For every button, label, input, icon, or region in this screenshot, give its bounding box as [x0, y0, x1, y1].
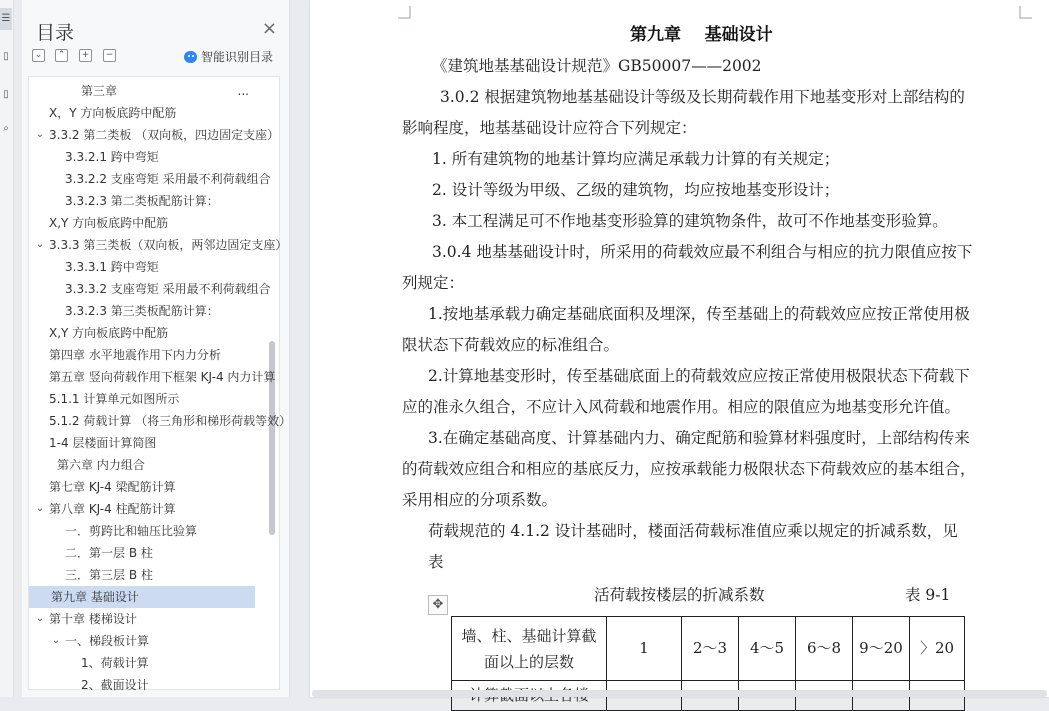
toc-item[interactable]: 3.3.2.2 支座弯矩 采用最不利荷载组合 [65, 172, 271, 186]
table-header-cell: 墙、柱、基础计算截 面以上的层数 [452, 617, 607, 681]
toc-item[interactable]: X,Y 方向板底跨中配筋 [49, 326, 169, 340]
table-cell: 1 [607, 617, 682, 681]
document-area [292, 0, 1049, 697]
horizontal-scrollbar[interactable] [312, 690, 1047, 697]
toc-item[interactable]: 2、截面设计 [81, 678, 149, 692]
toc-item[interactable]: 第三章 ... [81, 84, 249, 98]
bookmark-panel-icon[interactable]: ▯ [3, 89, 9, 100]
remove-heading-button[interactable]: − [103, 49, 116, 62]
document-text-line: 影响程度，地基基础设计应符合下列规定： [402, 119, 697, 137]
document-text-line: 的荷载效应组合和相应的基底反力，应按承载能力极限状态下荷载效应的基本组合， [402, 460, 976, 478]
document-text-line: 列规定： [402, 274, 465, 292]
table-cell: 2～3 [682, 617, 739, 681]
chevron-down-icon[interactable]: ⌄ [35, 239, 45, 250]
table-row [452, 617, 965, 681]
toc-item-selected[interactable]: 第九章 基础设计 [29, 586, 255, 608]
left-rail [0, 0, 14, 697]
toc-item[interactable]: 3.3.3 第三类板（双向板，两邻边固定支座） [49, 238, 288, 252]
chapter-heading: 第九章 基础设计 [630, 25, 773, 45]
document-text-line: 3.在确定基础高度、计算基础内力、确定配筋和验算材料强度时，上部结构传来 [428, 429, 970, 447]
toc-item[interactable]: 第五章 竖向荷载作用下框架 KJ-4 内力计算 [49, 370, 276, 384]
chevron-down-icon[interactable]: ⌄ [51, 635, 61, 646]
page-corner-mark [1008, 6, 1032, 18]
table-number: 表 9-1 [905, 586, 951, 604]
document-text-line: 荷载规范的 4.1.2 设计基础时，楼面活荷载标准值应乘以规定的折减系数，见 [428, 522, 958, 540]
document-text-line: 3.0.2 根据建筑物地基基础设计等级及长期荷载作用下地基变形对上部结构的 [440, 88, 965, 106]
chevron-down-icon[interactable]: ⌄ [35, 129, 45, 140]
toc-item[interactable]: 三．第三层 B 柱 [65, 568, 153, 582]
toc-item[interactable]: 3.3.2.3 第二类板配筋计算： [65, 194, 219, 208]
chevron-down-icon[interactable]: ⌄ [35, 503, 45, 514]
toc-list [28, 76, 292, 692]
table-cell: 〉20 [910, 617, 965, 681]
toc-item[interactable]: 3.3.2 第二类板 （双向板，四边固定支座） [49, 128, 280, 142]
toc-panel-icon[interactable]: ☰ [0, 8, 12, 30]
toc-item[interactable]: 3.3.2.1 跨中弯矩 [65, 150, 159, 164]
smart-assistant-icon [184, 51, 197, 63]
toc-pane [22, 0, 290, 697]
toc-item[interactable]: 5.1.1 计算单元如图所示 [49, 392, 180, 406]
smart-toc-button[interactable] [184, 48, 273, 65]
table-cell: 4～5 [739, 617, 796, 681]
toc-item[interactable]: 3.3.3.2 支座弯矩 采用最不利荷载组合 [65, 282, 271, 296]
expand-all-button[interactable]: ⌄ [32, 49, 45, 62]
page-corner-mark [398, 6, 422, 18]
document-text-line: 2. 设计等级为甲级、乙级的建筑物，均应按地基变形设计； [432, 181, 840, 199]
toc-item[interactable]: 第四章 水平地震作用下内力分析 [49, 348, 221, 362]
table-caption: 活荷载按楼层的折减系数 [594, 586, 765, 604]
toc-item[interactable]: X，Y 方向板底跨中配筋 [49, 106, 177, 120]
toc-item[interactable]: X,Y 方向板底跨中配筋 [49, 216, 169, 230]
chapter-panel-icon[interactable]: ▯ [3, 51, 9, 62]
toc-item[interactable]: 一、梯段板计算 [65, 634, 150, 648]
document-text-line: 1.按地基承载力确定基础底面积及埋深，传至基础上的荷载效应应按正常使用极 [428, 305, 970, 323]
close-icon[interactable]: × [261, 18, 277, 39]
toc-item[interactable]: 第十章 楼梯设计 [49, 612, 137, 626]
add-heading-button[interactable]: + [79, 49, 92, 62]
table-cell: 6～8 [796, 617, 853, 681]
toc-item[interactable]: 3.3.2.3 第三类板配筋计算： [65, 304, 219, 318]
document-text-line: 3. 本工程满足可不作地基变形验算的建筑物条件，故可不作地基变形验算。 [432, 212, 948, 230]
document-page[interactable] [310, 0, 1049, 697]
toc-item[interactable]: 一．剪跨比和轴压比验算 [65, 524, 198, 538]
table-cell: 9～20 [853, 617, 910, 681]
toc-item[interactable]: 5.1.2 荷载计算 （将三角形和梯形荷载等效） [49, 414, 292, 428]
toc-item[interactable]: 1-4 层楼面计算简图 [49, 436, 157, 450]
document-text-line: 2.计算地基变形时，传至基础底面上的荷载效应应按正常使用极限状态下荷载下 [428, 367, 970, 385]
document-text-line: 采用相应的分项系数。 [402, 491, 558, 509]
toc-item[interactable]: 第七章 KJ-4 梁配筋计算 [49, 480, 176, 494]
search-panel-icon[interactable]: ⌕ [3, 123, 9, 134]
toc-item[interactable]: 第六章 内力组合 [57, 458, 145, 472]
toc-item[interactable]: 1、荷载计算 [81, 656, 149, 670]
document-text-line: 《建筑地基基础设计规范》GB50007——2002 [432, 57, 762, 75]
document-text-line: 限状态下荷载效应的标准组合。 [402, 336, 620, 354]
toc-item[interactable]: 3.3.3.1 跨中弯矩 [65, 260, 159, 274]
smart-toc-label: 智能识别目录 [201, 50, 274, 64]
toc-title: 目录 [36, 22, 75, 44]
collapse-all-button[interactable]: ⌃ [55, 49, 68, 62]
toc-item[interactable]: 二．第一层 B 柱 [65, 546, 153, 560]
table-move-icon[interactable]: ✥ [428, 595, 448, 615]
toc-item[interactable]: 第八章 KJ-4 柱配筋计算 [49, 502, 176, 516]
document-text-line: 表 [428, 553, 444, 571]
chevron-down-icon[interactable]: ⌄ [35, 613, 45, 624]
document-text-line: 应的准永久组合，不应计入风荷载和地震作用。相应的限值应为地基变形允许值。 [402, 398, 961, 416]
document-text-line: 1. 所有建筑物的地基计算均应满足承载力计算的有关规定； [432, 150, 840, 168]
document-text-line: 3.0.4 地基基础设计时，所采用的荷载效应最不利组合与相应的抗力限值应按下 [432, 243, 973, 261]
